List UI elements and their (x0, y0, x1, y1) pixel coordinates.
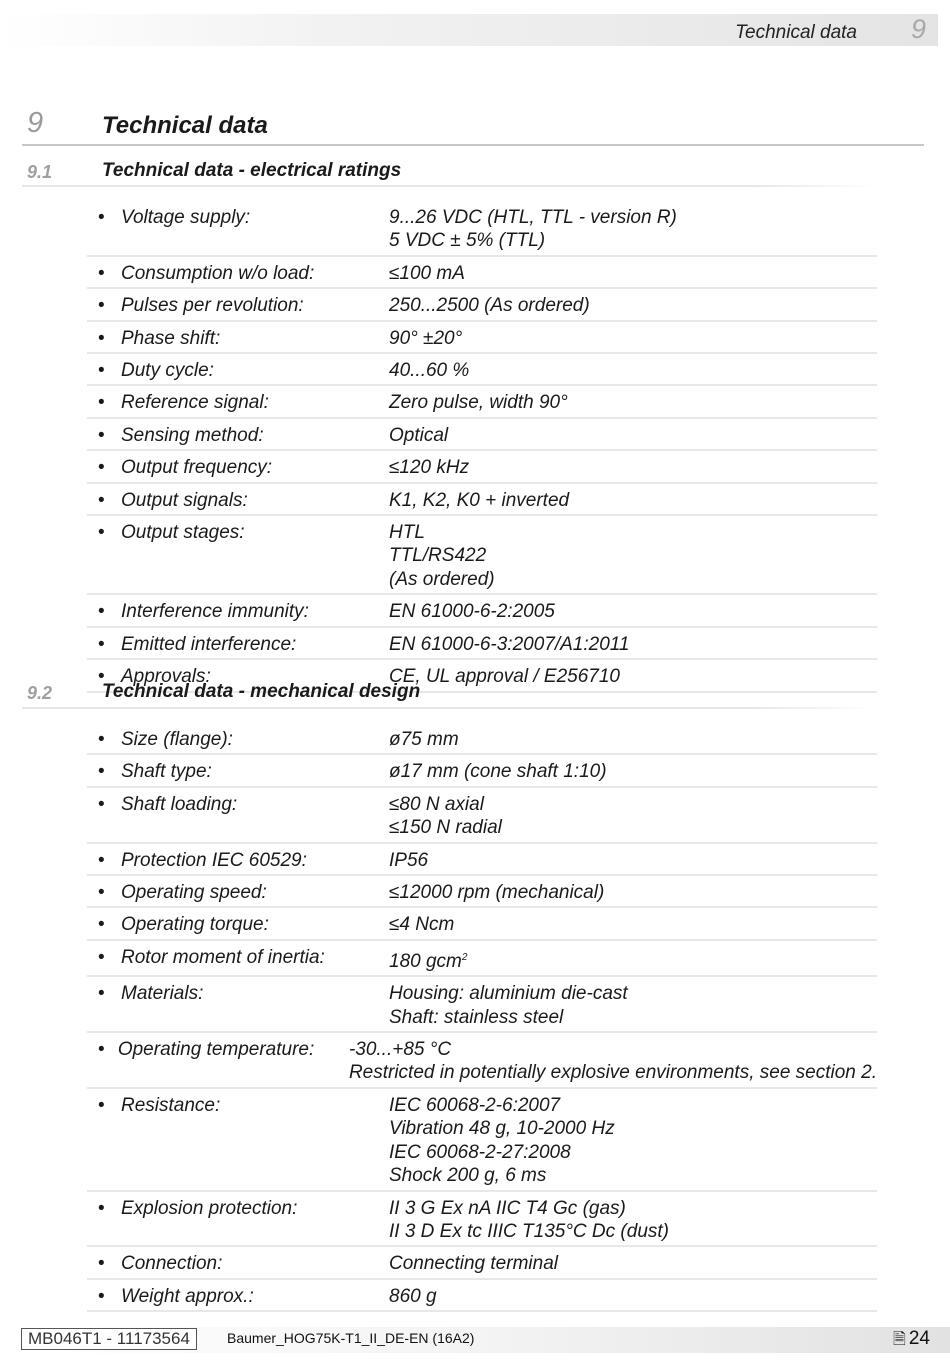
spec-value-line (389, 1164, 615, 1187)
spec-label: Protection IEC 60529: (121, 849, 307, 871)
spec-value-line (389, 982, 628, 1005)
spec-value-line (389, 544, 495, 567)
spec-value-line (349, 1061, 877, 1084)
spec-value-line (389, 728, 459, 751)
spec-value (389, 1252, 558, 1275)
spec-value (349, 1038, 877, 1085)
spec-row (87, 386, 877, 418)
bullet: • (98, 849, 105, 871)
section-divider (22, 185, 877, 187)
spec-row (87, 876, 877, 908)
spec-value-line (349, 1038, 877, 1061)
spec-label: Output signals: (121, 489, 248, 511)
bullet: • (98, 914, 105, 936)
spec-row (87, 354, 877, 386)
superscript: 2 (461, 951, 468, 963)
chapter-divider (22, 144, 924, 146)
spec-row (87, 1192, 877, 1248)
spec-value-line (389, 206, 677, 229)
spec-value-line (389, 391, 568, 414)
bullet: • (98, 1197, 105, 1219)
spec-value (389, 665, 620, 688)
spec-value-line (389, 793, 502, 816)
bullet: • (98, 983, 105, 1005)
spec-value (389, 391, 568, 414)
spec-label: Shaft type: (121, 761, 212, 783)
spec-label: Materials: (121, 983, 204, 1005)
spec-row (87, 419, 877, 451)
spec-row (87, 451, 877, 483)
spec-row (87, 1280, 877, 1312)
spec-value-text: 180 gcm (389, 950, 462, 972)
spec-value (389, 849, 428, 872)
spec-value (389, 294, 590, 317)
spec-value-text: Housing: aluminium die-cast (389, 983, 628, 1005)
bullet: • (98, 729, 105, 750)
spec-label: Pulses per revolution: (121, 295, 304, 317)
spec-value-line (389, 633, 630, 656)
spec-value-text: ø17 mm (cone shaft 1:10) (389, 761, 607, 783)
bullet: • (98, 522, 105, 544)
spec-value-text: Shaft: stainless steel (389, 1006, 564, 1028)
spec-table-mechanical (87, 723, 877, 1312)
spec-row (87, 257, 877, 289)
bullet: • (98, 424, 105, 446)
spec-value-line (389, 849, 428, 872)
spec-row (87, 844, 877, 876)
bullet: • (98, 601, 105, 623)
bullet: • (98, 295, 105, 317)
spec-value-line (389, 1197, 669, 1220)
spec-value (389, 424, 448, 447)
spec-label: Output stages: (121, 522, 245, 544)
spec-value-text: ≤12000 rpm (mechanical) (389, 882, 605, 904)
spec-label: Voltage supply: (121, 207, 251, 228)
spec-value-line (389, 568, 495, 591)
spec-value-text: Shock 200 g, 6 ms (389, 1165, 547, 1187)
spec-value (389, 760, 607, 783)
bullet: • (98, 392, 105, 414)
spec-value-line (389, 1252, 558, 1275)
spec-row (87, 788, 877, 844)
spec-value-line (389, 946, 467, 973)
spec-label: Interference immunity: (121, 601, 309, 623)
header-chapter-number: 9 (910, 14, 926, 44)
section-title: Technical data - mechanical design (102, 681, 421, 702)
spec-value (389, 521, 495, 591)
spec-row (87, 484, 877, 516)
spec-value-text: ≤80 N axial (389, 793, 484, 815)
spec-row (87, 201, 877, 257)
spec-value-text: 90° ±20° (389, 327, 463, 349)
spec-value (389, 728, 459, 751)
spec-value (389, 1197, 669, 1244)
spec-value-text: 40...60 % (389, 360, 470, 382)
spec-value-line (389, 327, 462, 350)
spec-value-line (389, 262, 465, 285)
spec-row (87, 628, 877, 660)
spec-value-text: II 3 G Ex nA IIC T4 Gc (gas) (389, 1197, 626, 1219)
spec-value-line (389, 881, 604, 904)
spec-value (389, 881, 604, 904)
spec-value-text: -30...+85 °C (348, 1039, 452, 1061)
spec-row (87, 595, 877, 627)
bullet: • (98, 793, 105, 815)
spec-value-line (389, 665, 620, 688)
spec-label: Emitted interference: (121, 633, 297, 655)
spec-label: Approvals: (121, 666, 211, 688)
spec-label: Phase shift: (121, 327, 221, 349)
spec-label: Operating torque: (121, 914, 269, 936)
bullet: • (98, 207, 105, 228)
bullet: • (98, 1285, 105, 1307)
bullet: • (98, 262, 105, 284)
spec-row (87, 322, 877, 354)
spec-row (87, 755, 877, 787)
spec-value (389, 206, 677, 253)
spec-value (389, 913, 454, 936)
section-divider (22, 707, 877, 709)
spec-value-line (389, 760, 607, 783)
spec-label: Shaft loading: (121, 793, 238, 815)
spec-label: Consumption w/o load: (121, 262, 315, 284)
spec-value (389, 489, 569, 512)
section-number: 9.2 (27, 683, 53, 703)
footer-page (893, 1328, 930, 1355)
bullet: • (98, 1253, 105, 1275)
header-title: Technical data (735, 22, 857, 43)
spec-value-text: IEC 60068-2-6:2007 (389, 1094, 561, 1116)
spec-value (389, 946, 467, 973)
spec-value-text: Restricted in potentially explosive environments, see section 2. (348, 1062, 877, 1084)
spec-value (389, 262, 465, 285)
spec-value-text: ≤4 Ncm (389, 914, 455, 936)
spec-label: Rotor moment of inertia: (121, 946, 325, 968)
spec-label: Operating speed: (121, 882, 267, 904)
spec-value (389, 633, 630, 656)
spec-value-text: EN 61000-6-3:2007/A1:2011 (389, 633, 630, 655)
spec-value-text: HTL (389, 522, 425, 544)
spec-value-line (389, 1094, 615, 1117)
bullet: • (98, 633, 105, 655)
bullet: • (98, 761, 105, 783)
spec-value-line (389, 424, 448, 447)
bullet: • (98, 457, 105, 479)
spec-label: Resistance: (121, 1094, 221, 1116)
spec-value-line (389, 913, 454, 936)
spec-value (389, 600, 555, 623)
spec-row (87, 723, 877, 755)
bullet: • (98, 882, 105, 904)
page-number: 24 (908, 1328, 930, 1349)
spec-label: Duty cycle: (121, 360, 214, 382)
spec-row (87, 941, 877, 977)
chapter-number: 9 (27, 107, 44, 139)
section-title: Technical data - electrical ratings (102, 160, 402, 181)
spec-label: Explosion protection: (121, 1197, 298, 1219)
spec-value-line (389, 359, 469, 382)
spec-row (87, 289, 877, 321)
spec-value-line (389, 1117, 615, 1140)
spec-value-text: Zero pulse, width 90° (389, 392, 568, 414)
spec-value-line (389, 294, 590, 317)
spec-value-line (389, 1006, 628, 1029)
spec-value-text: EN 61000-6-2:2005 (389, 601, 555, 623)
spec-value (389, 793, 502, 840)
spec-value-line (389, 1285, 437, 1308)
bullet: • (98, 666, 105, 688)
spec-value-text: 860 g (389, 1285, 437, 1307)
spec-value-text: 250...2500 (As ordered) (389, 295, 590, 317)
spec-value-text: Vibration 48 g, 10-2000 Hz (389, 1118, 615, 1140)
spec-label: Weight approx.: (121, 1285, 254, 1307)
spec-value (389, 456, 469, 479)
spec-value-text: 5 VDC ± 5% (TTL) (389, 230, 546, 252)
spec-value-line (389, 229, 677, 252)
spec-row (87, 1033, 877, 1089)
footer-file-name: Baumer_HOG75K-T1_II_DE-EN (16A2) (227, 1330, 475, 1346)
spec-value (389, 1285, 437, 1308)
spec-value-text: (As ordered) (389, 568, 495, 590)
spec-value-text: CE, UL approval / E256710 (389, 666, 620, 688)
chapter-title: Technical data (102, 112, 268, 139)
spec-row (87, 516, 877, 595)
spec-value (389, 359, 469, 382)
spec-row (87, 908, 877, 940)
spec-label: Reference signal: (121, 392, 269, 414)
spec-value-line (389, 600, 555, 623)
spec-value (389, 982, 628, 1029)
spec-value (389, 1094, 615, 1188)
spec-table-electrical (87, 201, 877, 693)
spec-row (87, 1247, 877, 1279)
document-icon: 🗎 (892, 1331, 906, 1348)
spec-value-line (389, 521, 495, 544)
bullet: • (98, 1094, 105, 1116)
spec-value-text: ø75 mm (389, 729, 459, 750)
spec-value-line (389, 1141, 615, 1164)
bullet: • (98, 1039, 105, 1061)
section-number: 9.1 (27, 162, 53, 182)
spec-label: Operating temperature: (117, 1039, 315, 1061)
footer-doc-code: MB046T1 - 11173564 (21, 1328, 197, 1350)
spec-value-text: Optical (389, 424, 449, 446)
spec-value-text: 9...26 VDC (HTL, TTL - version R) (389, 207, 677, 228)
bullet: • (98, 946, 105, 968)
spec-value-text: IEC 60068-2-27:2008 (389, 1141, 571, 1163)
spec-value-text: II 3 D Ex tc IIIC T135°C Dc (dust) (389, 1220, 669, 1242)
bullet: • (98, 360, 105, 382)
spec-value-text: ≤150 N radial (389, 817, 502, 839)
spec-label: Connection: (121, 1253, 223, 1275)
spec-value-text: K1, K2, K0 + inverted (389, 489, 570, 511)
spec-label: Sensing method: (121, 424, 264, 446)
spec-row (87, 1089, 877, 1192)
bullet: • (98, 327, 105, 349)
spec-value-line (389, 489, 569, 512)
spec-value (389, 327, 462, 350)
spec-label: Output frequency: (121, 457, 273, 479)
spec-value-text: ≤100 mA (389, 262, 465, 284)
spec-value-line (389, 456, 469, 479)
spec-value-text: ≤120 kHz (389, 457, 470, 479)
spec-value-line (389, 1220, 669, 1243)
spec-value-text: IP56 (389, 849, 429, 871)
spec-value-text: TTL/RS422 (389, 545, 487, 567)
spec-value-line (389, 816, 502, 839)
spec-label: Size (flange): (121, 729, 233, 750)
spec-row (87, 977, 877, 1033)
spec-value-text: Connecting terminal (389, 1253, 558, 1275)
bullet: • (98, 489, 105, 511)
